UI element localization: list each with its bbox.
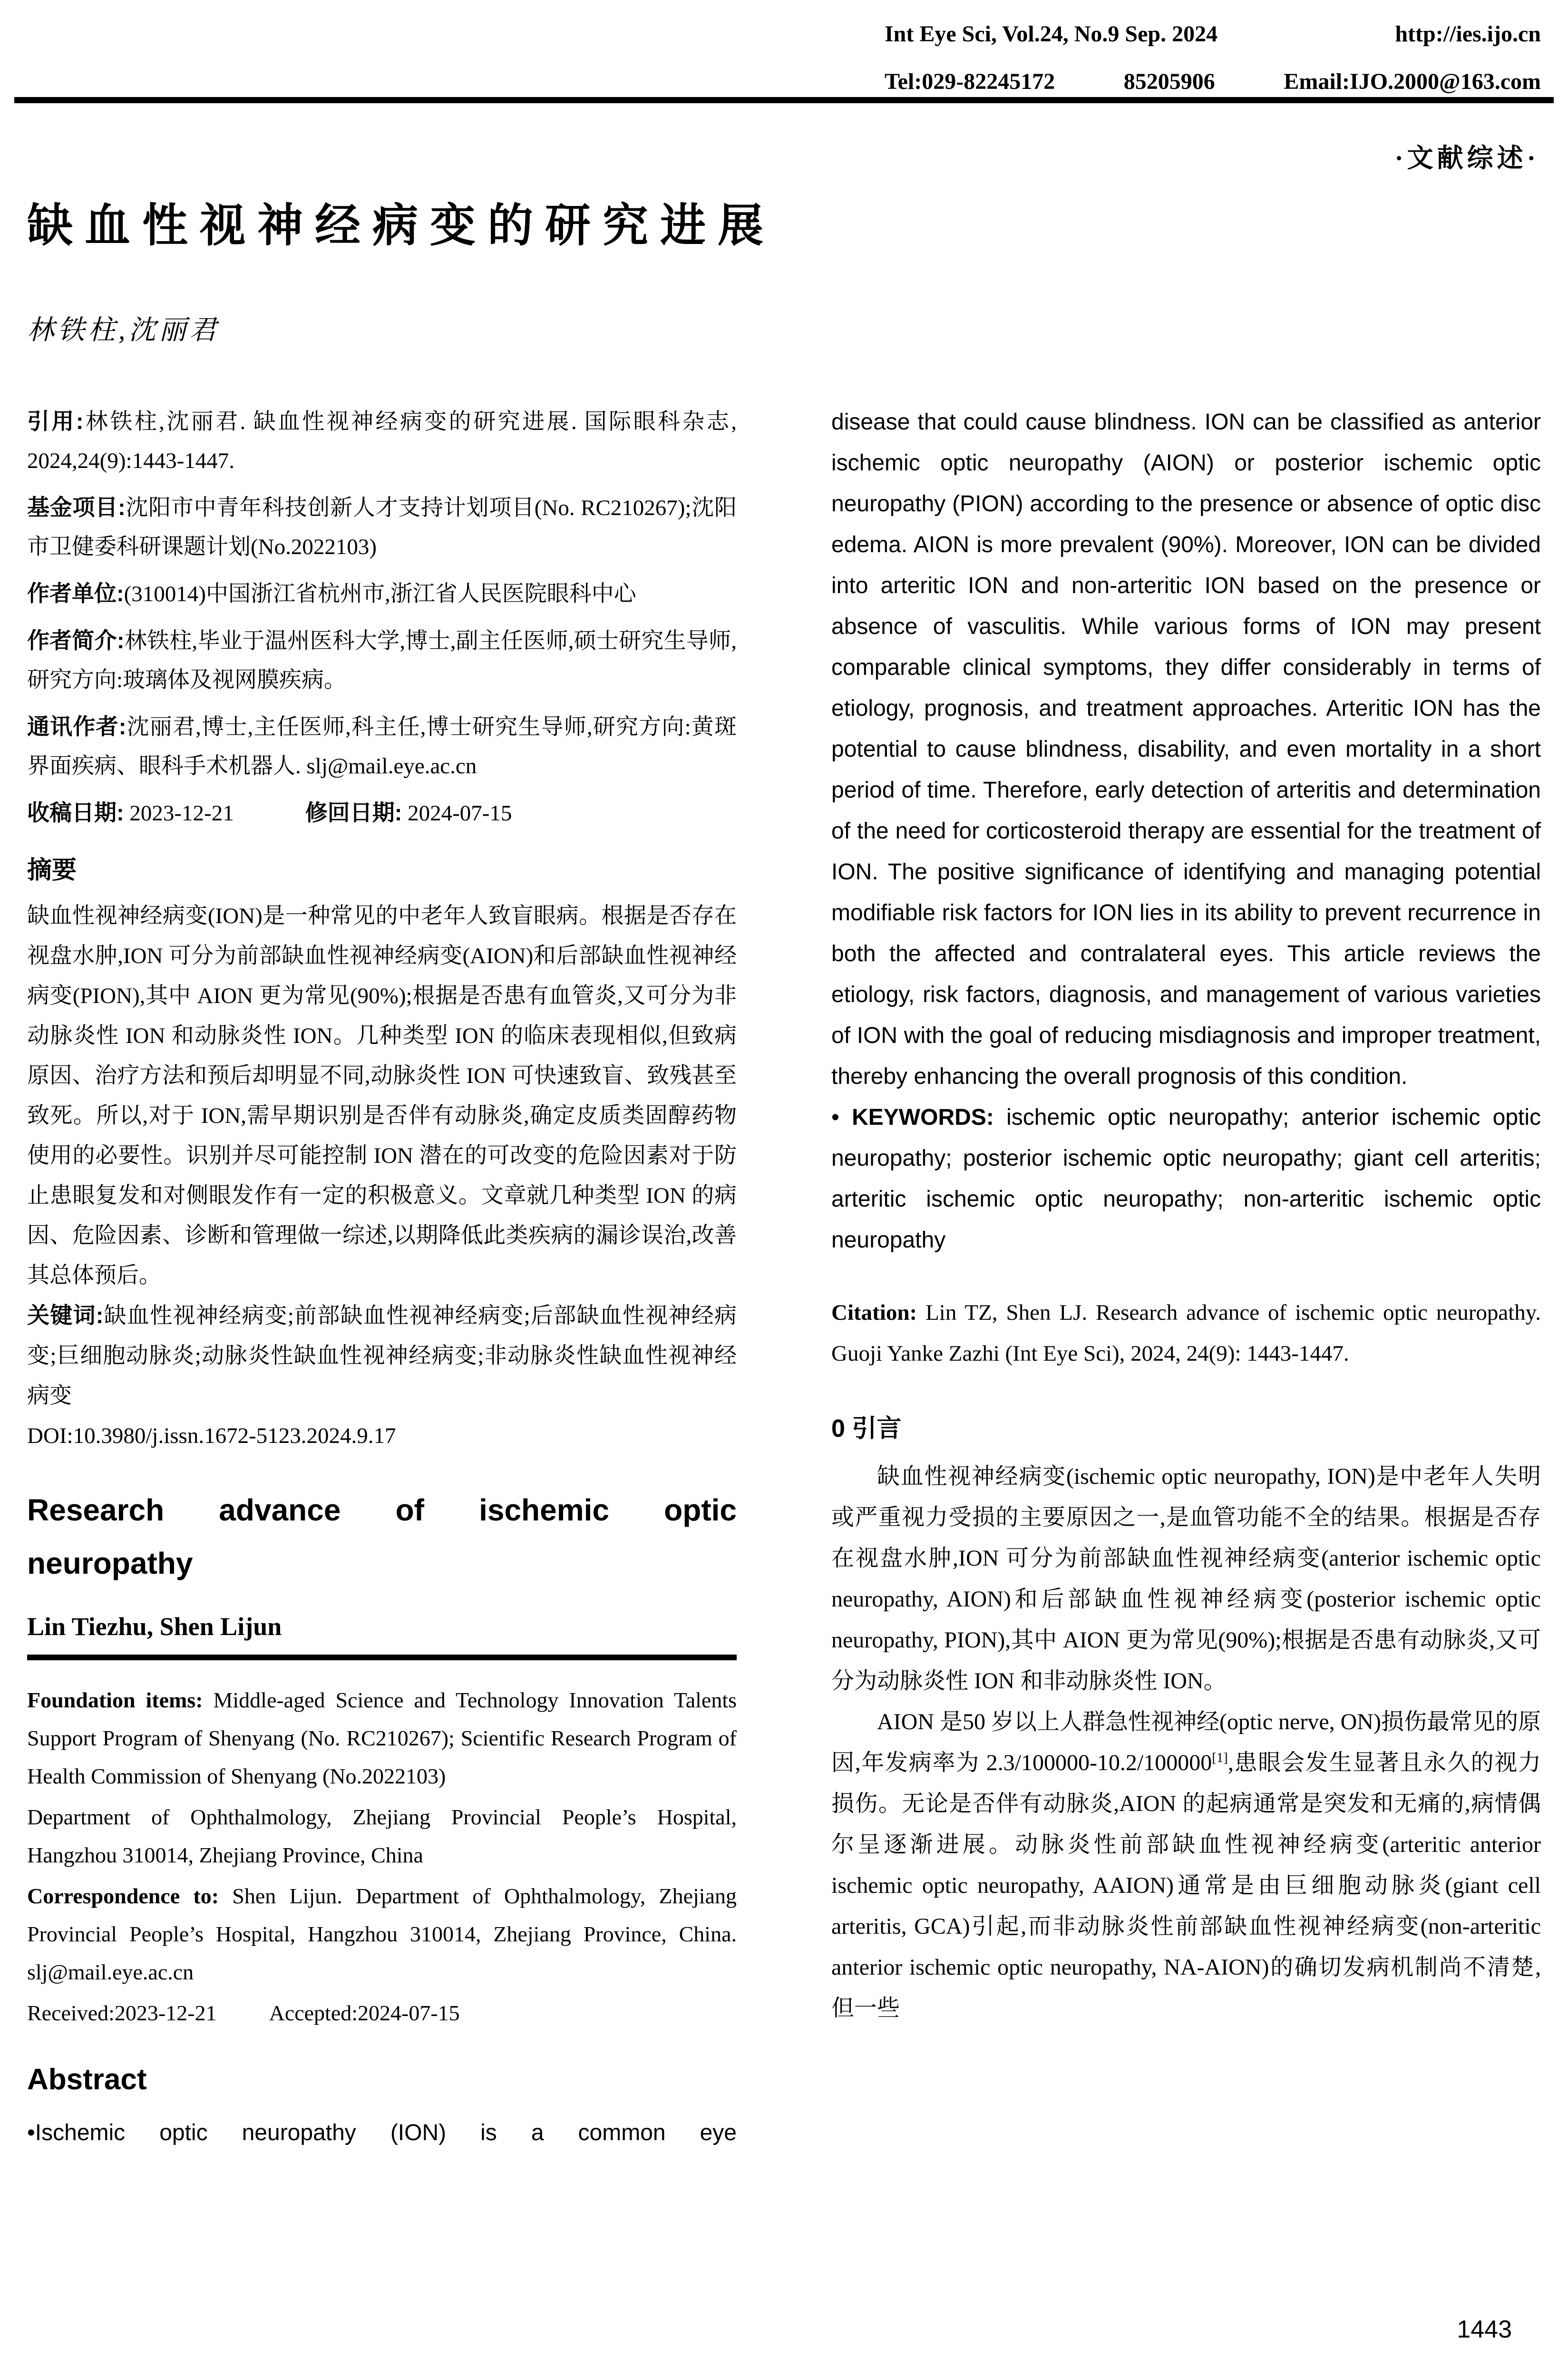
article-title-en — [27, 1483, 737, 1590]
affiliation-cn-text: (310014)中国浙江省杭州市,浙江省人民医院眼科中心 — [124, 582, 636, 606]
affiliation-cn-block — [27, 574, 737, 614]
dates-en-line — [27, 1994, 737, 2032]
citation-cn-text: 林铁柱,沈丽君. 缺血性视神经病变的研究进展. 国际眼科杂志, 2024,24(9):1443-1447. — [27, 409, 737, 473]
received-date-cn: 2023-12-21 — [129, 801, 234, 826]
keywords-cn-label: 关键词: — [27, 1303, 104, 1328]
article-title-en-line2: neuropathy — [27, 1546, 193, 1580]
affiliation-cn-label: 作者单位: — [27, 581, 124, 606]
article-authors-cn: 林铁柱,沈丽君 — [27, 315, 220, 345]
header-divider-rule — [14, 97, 1554, 103]
citation-en-label: Citation: — [831, 1300, 917, 1325]
doi-line: DOI:10.3980/j.issn.1672-5123.2024.9.17 — [27, 1423, 396, 1448]
keywords-en-block — [831, 1097, 1541, 1261]
citation-en-text: Lin TZ, Shen LJ. Research advance of ischemic optic neuropathy. Guoji Yanke Zazhi (Int Eye Sci), 2024, 24(9): 1443-1447. — [831, 1300, 1541, 1366]
accepted-date-en: 2024-07-15 — [358, 2001, 460, 2025]
author-bio-text: 林铁柱,毕业于温州医科大学,博士,副主任医师,硕士研究生导师,研究方向:玻璃体及视网膜疾病。 — [27, 629, 737, 692]
accepted-date-en-label: Accepted: — [269, 2001, 358, 2025]
abstract-cn-heading: 摘要 — [27, 857, 77, 884]
journal-tel: Tel:029-82245172 — [885, 69, 1055, 94]
keywords-cn-text: 缺血性视神经病变;前部缺血性视神经病变;后部缺血性视神经病变;巨细胞动脉炎;动脉炎性缺血性视神经病变;非动脉炎性缺血性视神经病变 — [27, 1304, 737, 1408]
article-title-cn: 缺血性视神经病变的研究进展 — [27, 200, 775, 251]
author-bio-label: 作者简介: — [27, 628, 125, 653]
dates-cn-line — [27, 793, 737, 833]
keywords-en-bullet: • — [831, 1105, 839, 1130]
abstract-en-first-line: •Ischemic optic neuropathy (ION) is a common eye — [27, 2120, 737, 2145]
corresponding-author-block — [27, 707, 737, 786]
revised-date-cn-label: 修回日期: — [305, 800, 402, 825]
citation-cn-label: 引用: — [27, 409, 84, 434]
corresponding-author-text: 沈丽君,博士,主任医师,科主任,博士研究生导师,研究方向:黄斑界面疾病、眼科手术机器人. slj@mail.eye.ac.cn — [27, 715, 737, 779]
citation-cn-block — [27, 402, 737, 480]
introduction-paragraph-1: 缺血性视神经病变(ischemic optic neuropathy, ION)是中老年人失明或严重视力受损的主要原因之一,是血管功能不全的结果。根据是否存在视盘水肿,ION 可分为前部缺血性视神经病变(anterior ischemic optic neuropathy, AION)和后部缺血性视神经病变(posterior ischemic optic neuropathy, PION),其中 AION 更为常见(90%);根据是否患有动脉炎,又可分为动脉炎性 ION 和非动脉炎性 ION。 — [831, 1464, 1541, 1694]
reference-superscript-1: [1] — [1212, 1750, 1228, 1765]
journal-volume-info: Int Eye Sci, Vol.24, No.9 Sep. 2024 — [885, 21, 1218, 47]
revised-date-cn: 2024-07-15 — [408, 801, 512, 826]
article-title-en-line1: Research advance of ischemic optic — [27, 1493, 737, 1527]
journal-header-line1 — [885, 10, 1541, 58]
introduction-heading: 0 引言 — [831, 1415, 902, 1442]
correspondence-en-text: Shen Lijun. Department of Ophthalmology, Zhejiang Provincial People’s Hospital, Hangzhou 310014, Zhejiang Province, China. slj@mail.eye.ac.cn — [27, 1884, 737, 1984]
received-date-en-label: Received: — [27, 2001, 115, 2025]
received-date-cn-label: 收稿日期: — [27, 800, 124, 825]
foundation-cn-text: 沈阳市中青年科技创新人才支持计划项目(No. RC210267);沈阳市卫健委科研课题计划(No.2022103) — [27, 496, 737, 559]
introduction-paragraph-2 — [831, 1702, 1541, 2029]
correspondence-en-label: Correspondence to: — [27, 1884, 219, 1908]
keywords-en-text: ischemic optic neuropathy; anterior ischemic optic neuropathy; posterior ischemic optic neuropathy; giant cell arteritis; arteritic ischemic optic neuropathy; non-arteritic ischemic optic neuropathy — [831, 1105, 1541, 1253]
intro-p2-text-pre: AION 是50 岁以上人群急性视神经(optic nerve, ON)损伤最常见的原因,年发病率为 2.3/100000-10.2/100000 — [831, 1709, 1541, 1775]
author-bio-block — [27, 621, 737, 700]
journal-tel2: 85205906 — [1123, 69, 1215, 94]
keywords-en-label: KEYWORDS: — [852, 1105, 994, 1130]
right-column — [831, 402, 1541, 2029]
keywords-cn-block — [27, 1296, 737, 1416]
received-date-en: 2023-12-21 — [114, 2001, 217, 2025]
left-column — [27, 402, 737, 2153]
abstract-cn-body: 缺血性视神经病变(ION)是一种常见的中老年人致盲眼病。根据是否存在视盘水肿,ION 可分为前部缺血性视神经病变(AION)和后部缺血性视神经病变(PION),其中 AION 更为常见(90%);根据是否患有血管炎,又可分为非动脉炎性 ION 和动脉炎性 ION。几种类型 ION 的临床表现相似,但致病原因、治疗方法和预后却明显不同,动脉炎性 ION 可快速致盲、致残甚至致死。所以,对于 ION,需早期识别是否伴有动脉炎,确定皮质类固醇药物使用的必要性。识别并尽可能控制 ION 潜在的可改变的危险因素对于防止患眼复发和对侧眼发作有一定的积极意义。文章就几种类型 ION 的病因、危险因素、诊断和管理做一综述,以期降低此类疾病的漏诊误治,改善其总体预后。 — [27, 904, 737, 1288]
foundation-en-block — [27, 1681, 737, 1795]
affiliation-en-block: Department of Ophthalmology, Zhejiang Provincial People’s Hospital, Hangzhou 310014, Zhejiang Province, China — [27, 1805, 737, 1867]
corresponding-author-label: 通讯作者: — [27, 714, 127, 739]
article-authors-en: Lin Tiezhu, Shen Lijun — [27, 1612, 282, 1641]
footnote-divider-rule — [27, 1655, 737, 1660]
intro-p2-text-post: ,患眼会发生显著且永久的视力损伤。无论是否伴有动脉炎,AION 的起病通常是突发和无痛的,病情偶尔呈逐渐进展。动脉炎性前部缺血性视神经病变(arteritic anterior ischemic optic neuropathy, AAION)通常是由巨细胞动脉炎(giant cell arteritis, GCA)引起,而非动脉炎性前部缺血性视神经病变(non-arteritic anterior ischemic optic neuropathy, NA-AION)的确切发病机制尚不清楚,但一些 — [831, 1750, 1541, 2021]
journal-website: http://ies.ijo.cn — [1395, 21, 1541, 47]
journal-header — [885, 10, 1541, 106]
foundation-cn-label: 基金项目: — [27, 495, 126, 520]
foundation-cn-block — [27, 488, 737, 566]
journal-email: Email:IJO.2000@163.com — [1284, 69, 1541, 94]
correspondence-en-block — [27, 1877, 737, 1991]
citation-en-block — [831, 1292, 1541, 1374]
page-number: 1443 — [1457, 2316, 1512, 2343]
article-category-badge: ·文献综述· — [1394, 144, 1539, 173]
foundation-en-text: Middle-aged Science and Technology Innovation Talents Support Program of Shenyang (No. RC210267); Scientific Research Program of Health Commission of Shenyang (No.2022103) — [27, 1688, 737, 1788]
abstract-en-heading: Abstract — [27, 2063, 147, 2096]
abstract-en-continuation: disease that could cause blindness. ION can be classified as anterior ischemic optic neuropathy (AION) or posterior ischemic optic neuropathy (PION) according to the presence or absence of optic disc edema. AION is more prevalent (90%). Moreover, ION can be divided into arteritic ION and non-arteritic ION based on the presence or absence of vasculitis. While various forms of ION may present comparable clinical symptoms, they differ considerably in terms of etiology, prognosis, and treatment approaches. Arteritic ION has the potential to cause blindness, disability, and even mortality in a short period of time. Therefore, early detection of arteritis and determination of the need for corticosteroid therapy are essential for the treatment of ION. The positive significance of identifying and managing potential modifiable risk factors for ION lies in its ability to prevent recurrence in both the affected and contralateral eyes. This article reviews the etiology, risk factors, diagnosis, and management of various varieties of ION with the goal of reducing misdiagnosis and improper treatment, thereby enhancing the overall prognosis of this condition. — [831, 409, 1541, 1089]
foundation-en-label: Foundation items: — [27, 1688, 203, 1712]
